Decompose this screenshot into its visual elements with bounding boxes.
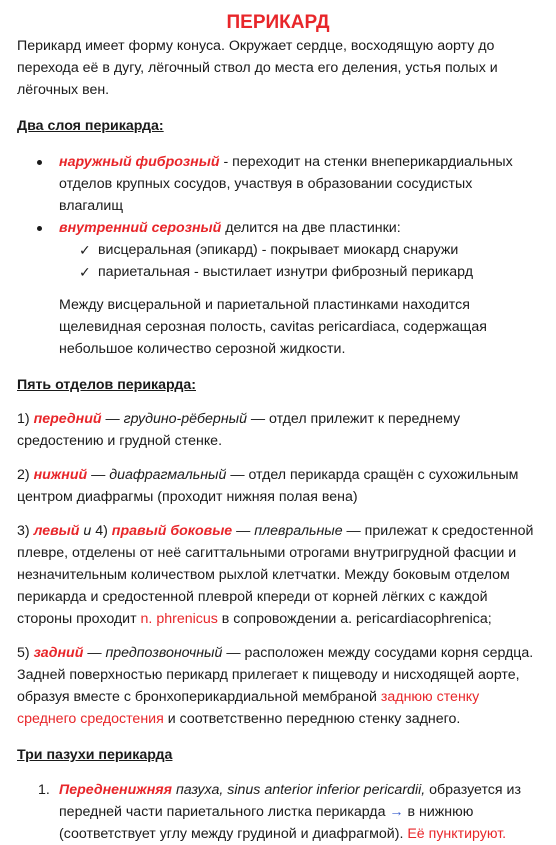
section-heading-sinuses: Три пазухи перикарда [17,747,173,763]
dash: — [83,645,106,661]
plates-list [59,239,532,283]
layer-outer-name: наружный фиброзный [59,154,220,170]
arrow-right-icon: → [389,804,404,820]
sinus-item [0,779,540,845]
part-name: передний [33,411,102,427]
checkmark-icon: ✓ [79,264,91,280]
part-alt-name: диафрагмальный [109,467,227,483]
part-conjunction: и [79,523,96,539]
dash: — [232,523,255,539]
part-inferior [17,464,540,508]
checkmark-icon: ✓ [79,242,91,258]
highlight-text: заднюю стенку среднего средостения [17,689,480,727]
layer-inner-text: делится на две пластинки: [221,220,401,236]
part-name: задний [33,645,84,661]
part-alt-name: предпозвоночный [105,645,223,661]
section-heading-parts: Пять отделов перикарда: [17,377,196,393]
bullet-icon [37,160,42,165]
plate-item [59,261,532,283]
part-name: левый [33,523,80,539]
sinus-note: Её пунктируют. [407,826,507,842]
layers-list [0,151,556,283]
sinus-latin: пазуха, sinus anterior inferior pericardii, [172,782,426,798]
layer-outer-text: - переходит на стенки внеперикардиальных отделов крупных сосудов, участвуя в образовании сосудистых влагалищ [59,154,513,214]
part-number: 4) [95,523,112,539]
part-text: — расположен между сосудами корня сердца. Задней поверхностью перикард прилегает к пищеводу и нисходящей аорте, образуя вместе с бронхоперикардиальной мембраной [17,645,534,705]
part-alt-name: грудино-рёберный [123,411,247,427]
layer-inner-name: внутренний серозный [59,220,222,236]
sinus-text: образуется из передней части париетального листка перикарда [59,782,521,820]
part-number: 1) [17,411,34,427]
plate-text: висцеральная (эпикард) - покрывает миокард снаружи [98,242,459,258]
layer-item-inner [0,217,556,283]
part-text: — прилежат к средостенной плевре, отделены от неё сагиттальными отрогами внутригрудной фасции и незначительным количеством рыхлой клетчатки. Между боковым отделом перикарда и средостенной плеврой кпереди от корней лёгких с каждой стороны проходит [17,523,534,627]
part-number: 2) [17,467,34,483]
sinus-list [0,779,540,845]
bullet-icon [37,226,42,231]
cavity-note: Между висцеральной и париетальной пластинками находится щелевидная серозная полость, cavitas pericardiaca, содержащая небольшое количество серозной жидкости. [59,297,487,357]
page-title: ПЕРИКАРД [226,12,330,33]
sinus-name: Передненижняя [59,782,173,798]
plate-item [59,239,532,261]
part-name: нижний [33,467,88,483]
section-heading-layers: Два слоя перикарда: [17,118,164,134]
dash: — [101,411,124,427]
part-text: и соответственно переднюю стенку заднего. [163,711,461,727]
part-number: 3) [17,523,34,539]
part-posterior [17,642,540,730]
part-lateral [17,520,540,630]
sinus-number: 1. [38,782,50,798]
part-number: 5) [17,645,34,661]
part-text: — отдел прилежит к переднему средостению и грудной стенке. [17,411,461,449]
part-text: в сопровождении a. pericardiacophrenica; [217,611,492,627]
part-text: — отдел перикарда сращён с сухожильным центром диафрагмы (проходит нижняя полая вена) [17,467,519,505]
layer-item-outer [0,151,556,217]
plate-text: париетальная - выстилает изнутри фиброзный перикард [98,264,474,280]
dash: — [87,467,110,483]
part-name: правый боковые [111,523,233,539]
nerve-name: n. phrenicus [140,611,218,627]
part-anterior [17,408,540,452]
sinus-text: в нижнюю (соответствует углу между грудиной и диафрагмой). [59,804,474,842]
part-alt-name: плевральные [254,523,343,539]
intro-paragraph: Перикард имеет форму конуса. Окружает сердце, восходящую аорту до перехода её в дугу, лёгочный ствол до места его деления, устья полых и лёгочных вен. [17,38,498,98]
